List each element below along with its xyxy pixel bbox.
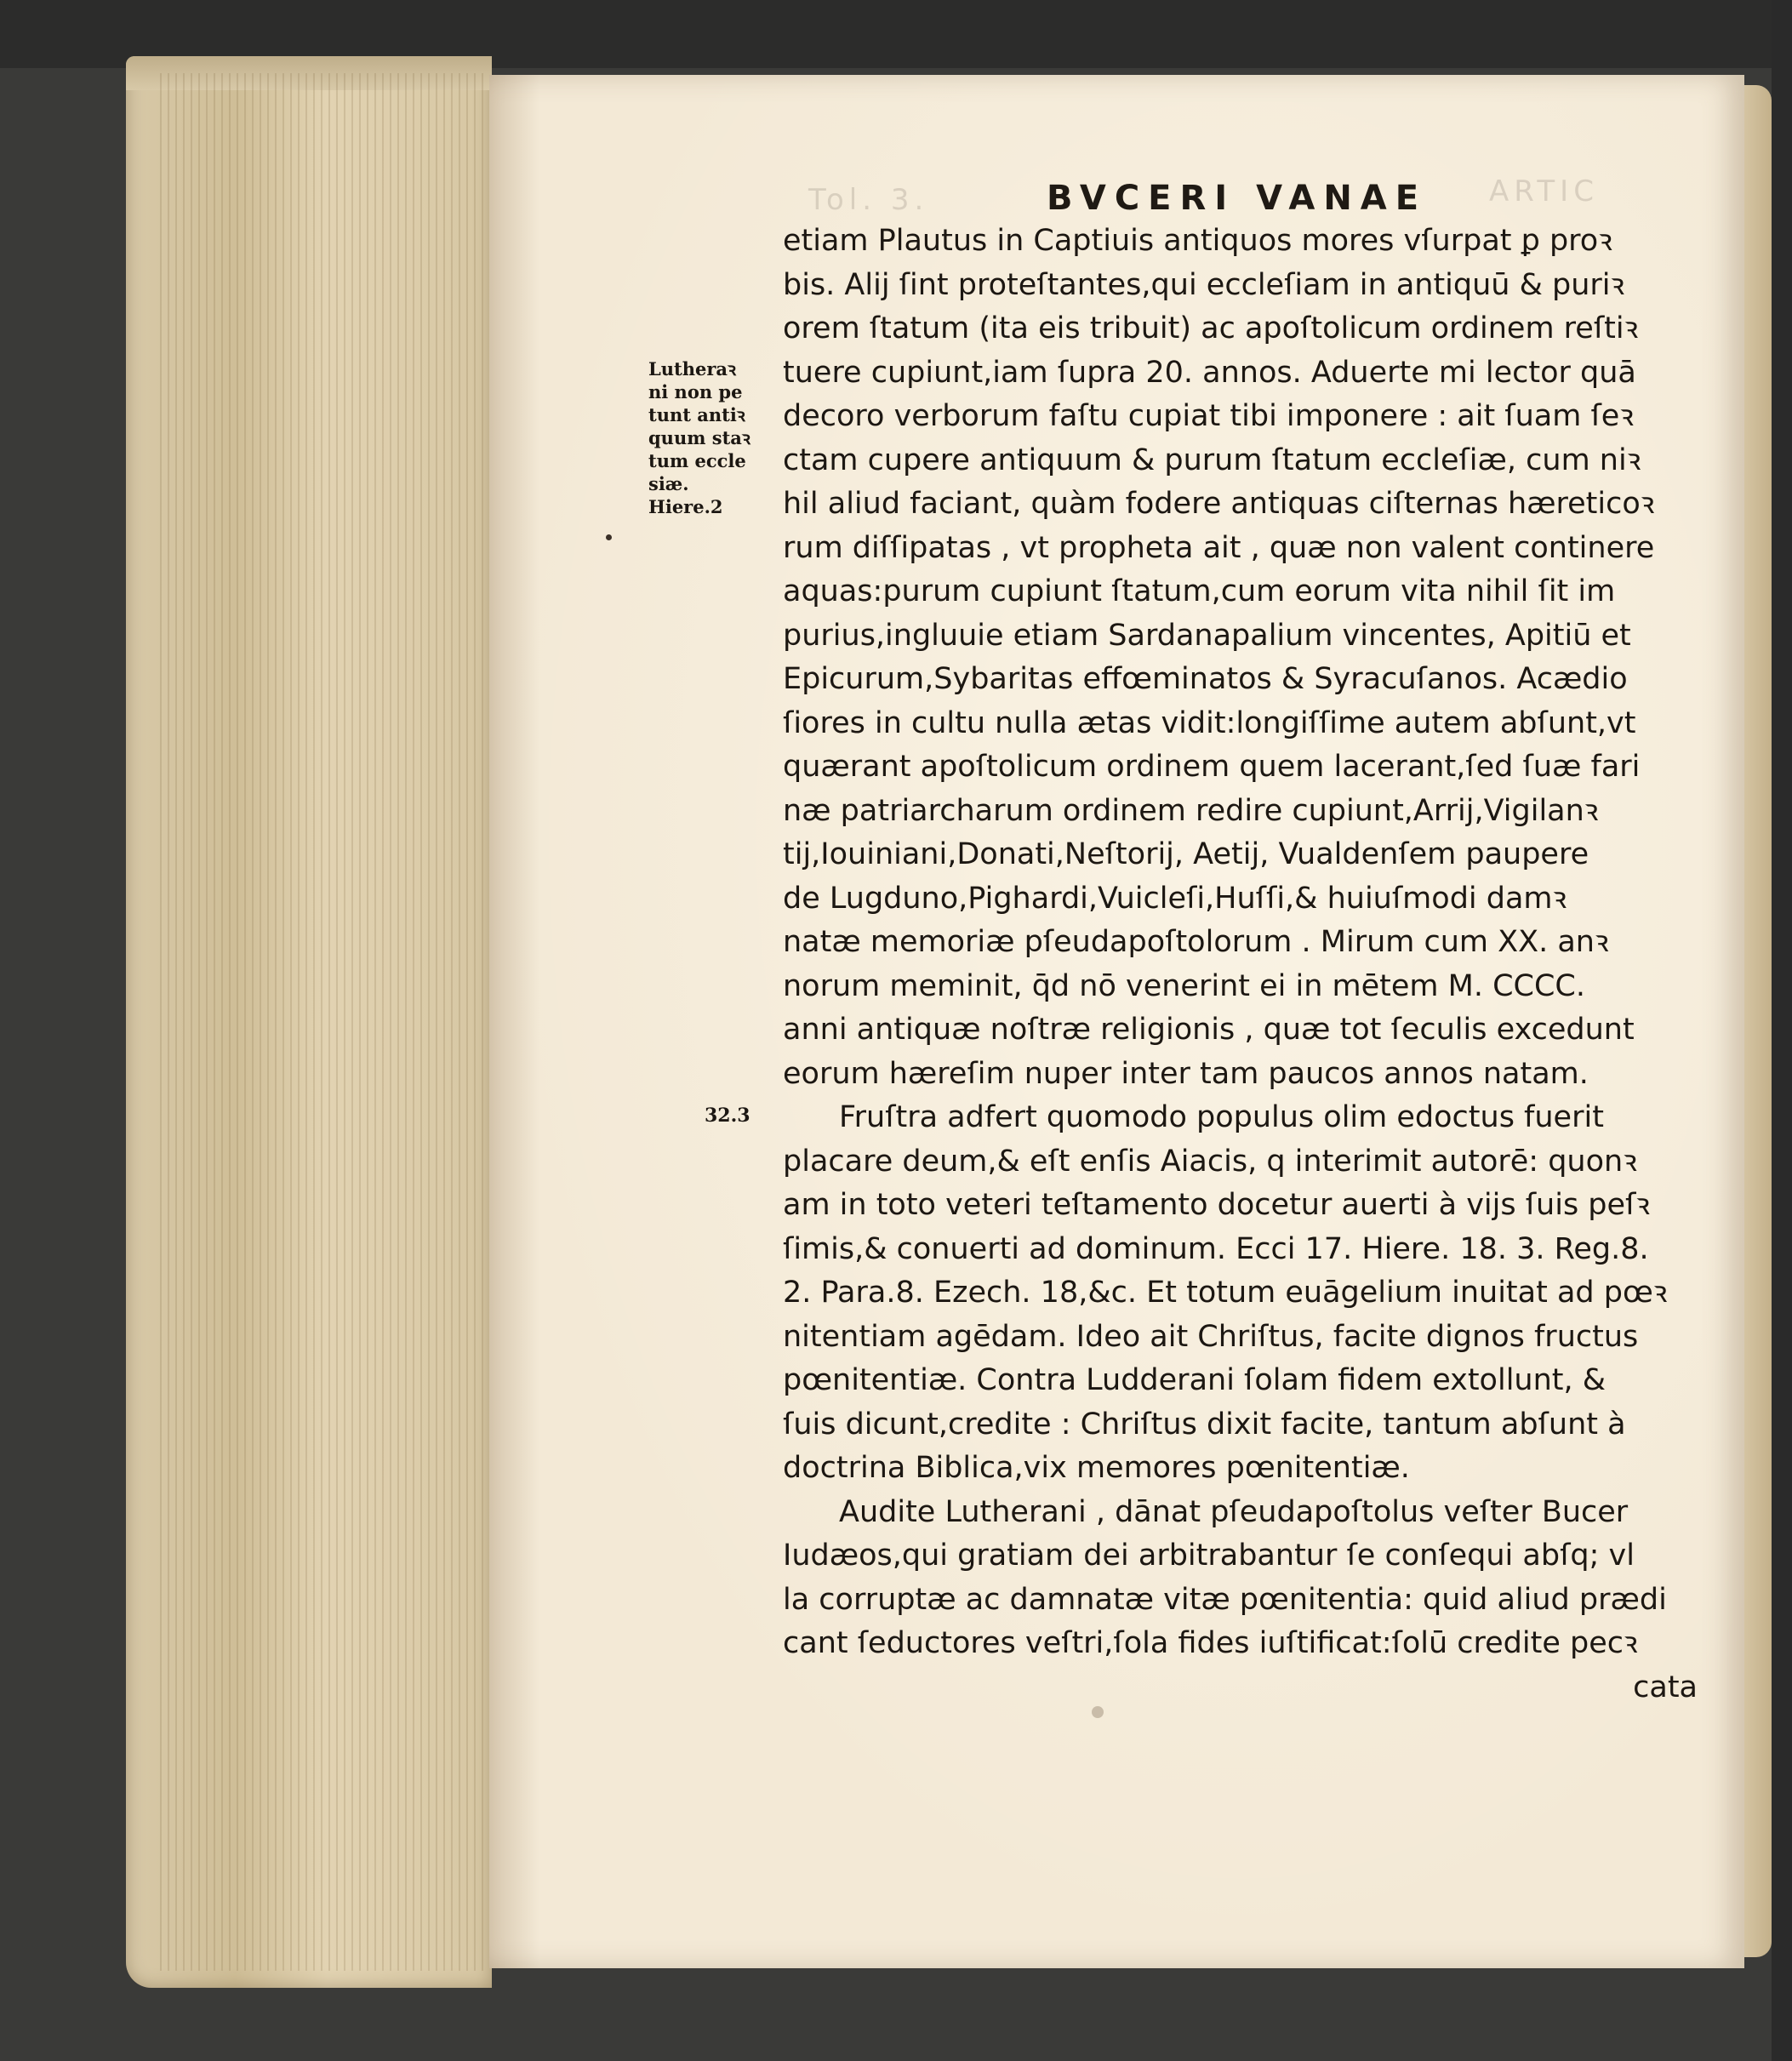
- text-line: decoro verborum faſtu cupiat tibi imponere : ait ſuam ſeꝛ: [783, 399, 1634, 433]
- text-line: tij,Iouiniani,Donati,Neſtorij, Aetij, Vualdenſem paupere: [783, 837, 1589, 871]
- marginal-note-line: siæ.: [648, 473, 689, 494]
- text-line: nitentiam agēdam. Ideo ait Chriſtus, facite dignos fructus: [783, 1319, 1639, 1354]
- text-line: 2. Para.8. Ezech. 18,&c. Et totum euāgelium inuitat ad pœꝛ: [783, 1276, 1668, 1310]
- text-line: tuere cupiunt,iam ſupra 20. annos. Aduerte mi lector quā: [783, 355, 1636, 390]
- text-line: Iudæos,qui gratiam dei arbitrabantur ſe conſequi abſq; vl: [783, 1539, 1635, 1573]
- text-line: pœnitentiæ. Contra Ludderani ſolam fidem extollunt, &: [783, 1363, 1607, 1397]
- text-line: anni antiquæ noſtræ religionis , quæ tot ſeculis excedunt: [783, 1013, 1635, 1047]
- marginal-note-line: tunt antiꝛ: [648, 404, 745, 425]
- marginal-note-line: tum eccle: [648, 450, 746, 471]
- text-line: Audite Lutherani , dānat pſeudapoſtolus veſter Bucer: [839, 1494, 1629, 1529]
- text-line: hil aliud faciant, quàm fodere antiquas ciſternas hæreticoꝛ: [783, 487, 1655, 521]
- text-line: cant ſeductores veſtri,ſola fides iuſtificat:ſolū credite pecꝛ: [783, 1626, 1638, 1660]
- text-line: rum diſſipatas , vt propheta ait , quæ non valent continere: [783, 530, 1655, 565]
- text-line: quærant apoſtolicum ordinem quem lacerant,ſed ſuæ fari: [783, 750, 1641, 784]
- text-line: næ patriarcharum ordinem redire cupiunt,Arrij,Vigilanꝛ: [783, 793, 1599, 828]
- text-line: eorum hæreſim nuper inter tam paucos annos natam.: [783, 1056, 1589, 1091]
- text-line: aquas:purum cupiunt ſtatum,cum eorum vita nihil ſit im: [783, 574, 1616, 608]
- text-line: purius,ingluuie etiam Sardanapalium vincentes, Apitiū et: [783, 618, 1631, 653]
- text-line: cata: [1633, 1670, 1698, 1704]
- text-line: norum meminit, q̄d nō venerint ei in mētem M. CCCC.: [783, 968, 1585, 1003]
- show-through-text: Tol. 3.: [808, 183, 929, 217]
- paper-speck: [1092, 1706, 1104, 1718]
- marginal-note: [648, 357, 776, 518]
- text-line: ſiores in cultu nulla ætas vidit:longiſſime autem abſunt,vt: [783, 705, 1636, 740]
- text-line: etiam Plautus in Captiuis antiquos mores vſurpat ꝑ proꝛ: [783, 224, 1612, 258]
- text-line: orem ſtatum (ita eis tribuit) ac apoſtolicum ordinem reſtiꝛ: [783, 311, 1639, 345]
- text-line: la corruptæ ac damnatæ vitæ pœnitentia: quid aliud prædi: [783, 1582, 1667, 1617]
- text-line: de Lugduno,Pighardi,Vuicleſi,Huſſi,& huiuſmodi damꝛ: [783, 881, 1567, 916]
- text-line: ctam cupere antiquum & purum ſtatum eccleſiæ, cum niꝛ: [783, 442, 1641, 477]
- marginal-note-line: quum staꝛ: [648, 427, 750, 448]
- text-line: natæ memoriæ pſeudapoſtolorum . Mirum cum XX. anꝛ: [783, 925, 1609, 959]
- show-through-text: ARTIC: [1489, 174, 1599, 208]
- page-edges: [160, 73, 483, 1971]
- text-line: bis. Alij ſint proteſtantes,qui eccleſiam in antiquū & puriꝛ: [783, 267, 1625, 302]
- text-line: placare deum,& eſt enſis Aiacis, q interimit autorē: quonꝛ: [783, 1144, 1637, 1179]
- text-line: Epicurum,Sybaritas effœminatos & Syracuſanos. Acædio: [783, 662, 1628, 696]
- marginal-note-line: ni non pe: [648, 381, 743, 402]
- running-title: BVCERI VANAE: [1047, 179, 1428, 218]
- marginal-note-line: Lutheraꝛ: [648, 358, 736, 380]
- text-line: ſuis dicunt,credite : Chriſtus dixit facite, tantum abſunt à: [783, 1407, 1626, 1442]
- text-line: am in toto veteri teſtamento docetur auerti à vijs ſuis peſꝛ: [783, 1188, 1650, 1222]
- background-right: [1772, 0, 1792, 2061]
- marginal-reference: 32.3: [705, 1105, 750, 1127]
- text-line: doctrina Biblica,vix memores pœnitentiæ.: [783, 1451, 1410, 1485]
- book-fore-edge: [126, 56, 492, 1988]
- margin-dot: [606, 534, 612, 540]
- text-line: ſimis,& conuerti ad dominum. Ecci 17. Hiere. 18. 3. Reg.8.: [783, 1231, 1649, 1266]
- marginal-note-line: Hiere.2: [648, 496, 723, 517]
- page-body-text: [783, 220, 1715, 1710]
- text-line: Fruſtra adfert quomodo populus olim edoctus fuerit: [839, 1100, 1604, 1134]
